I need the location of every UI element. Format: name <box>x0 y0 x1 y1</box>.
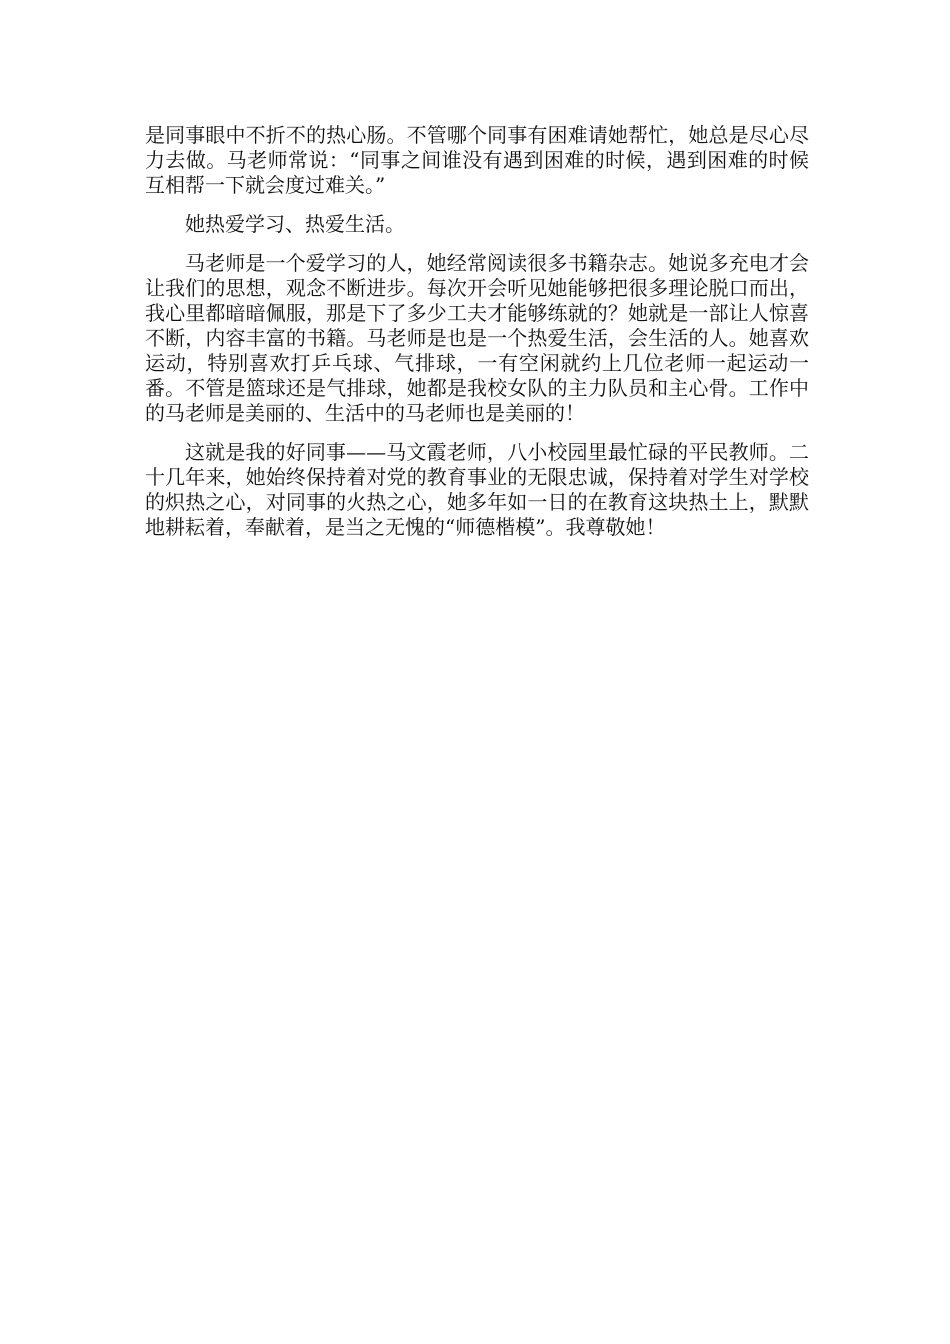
paragraph-topic: 她热爱学习、热爱生活。 <box>185 212 405 236</box>
document-body <box>145 123 809 554</box>
paragraph-conclusion: 这就是我的好同事——马文霞老师，八小校园里最忙碌的平民教师。二十几年来，她始终保持着对党的教育事业的无限忠诚，保持着对学生对学校的炽热之心，对同事的火热之心，她多年如一日的在教育这块热土上，默默地耕耘着，奉献着，是当之无愧的“师德楷模”。我尊敬她！ <box>145 440 809 539</box>
paragraph-learning-and-life: 马老师是一个爱学习的人，她经常阅读很多书籍杂志。她说多充电才会让我们的思想，观念不断进步。每次开会听见她能够把很多理论脱口而出，我心里都暗暗佩服，那是下了多少工夫才能够练就的？她就是一部让人惊喜不断，内容丰富的书籍。马老师是也是一个热爱生活，会生活的人。她喜欢运动，特别喜欢打乒乓球、气排球，一有空闲就约上几位老师一起运动一番。不管是篮球还是气排球，她都是我校女队的主力队员和主心骨。工作中的马老师是美丽的、生活中的马老师也是美丽的！ <box>145 251 809 425</box>
paragraph-continuation: 是同事眼中不折不的热心肠。不管哪个同事有困难请她帮忙，她总是尽心尽力去做。马老师常说：“同事之间谁没有遇到困难的时候，遇到困难的时候互相帮一下就会度过难关。” <box>145 123 809 197</box>
